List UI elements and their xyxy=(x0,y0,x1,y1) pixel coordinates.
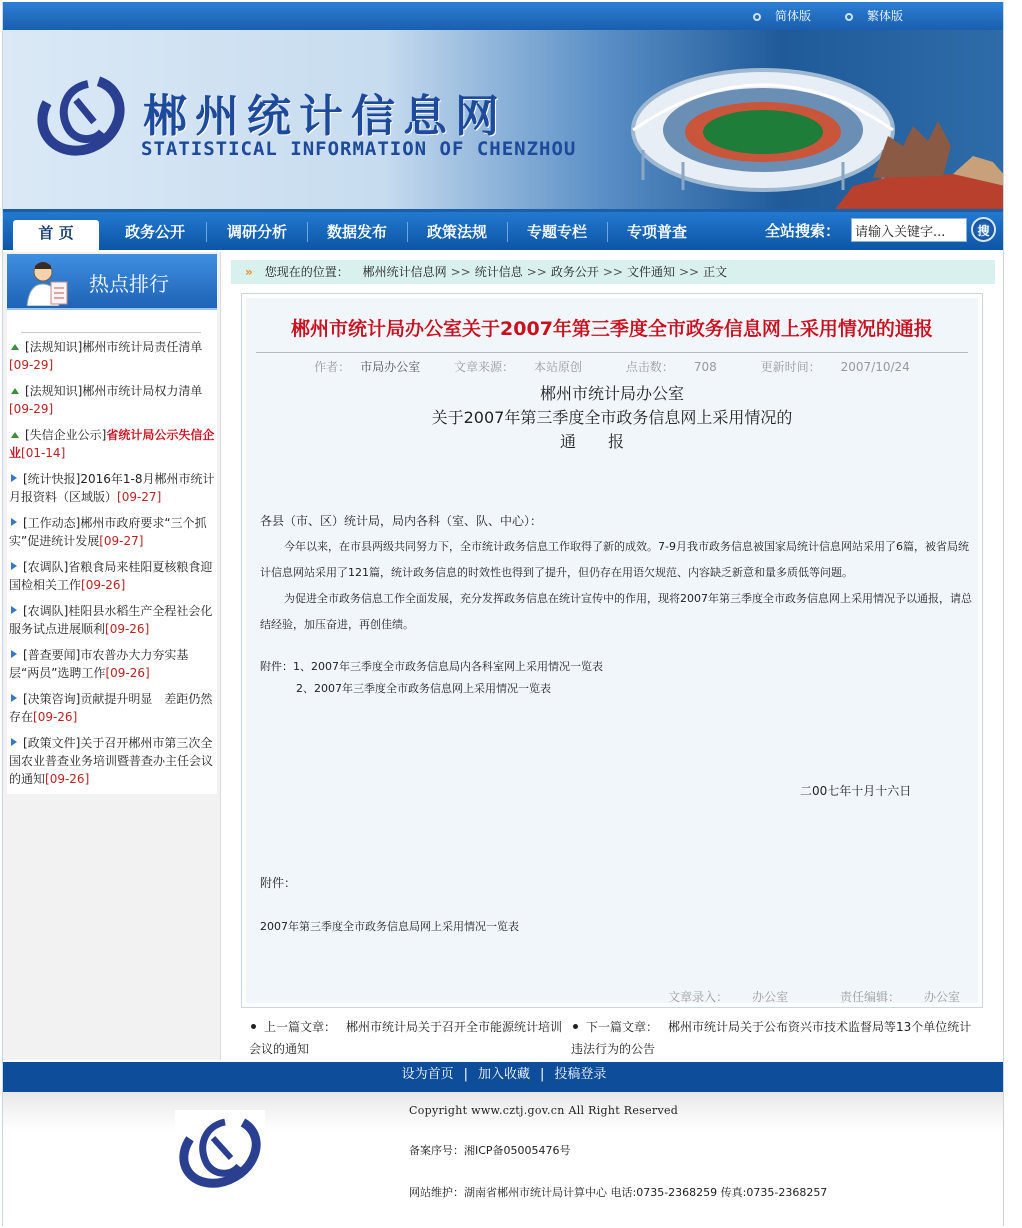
article-title: 郴州市统计局办公室关于2007年第三季度全市政务信息网上采用情况的通报 xyxy=(291,318,933,340)
nav-divider xyxy=(206,222,207,242)
site-title: 郴州统计信息网 xyxy=(143,91,507,142)
document-heading: 郴州市统计局办公室 关于2007年第三季度全市政务信息网上采用情况的 通 报 xyxy=(431,384,793,451)
breadcrumb-separator: >> xyxy=(602,265,623,279)
breadcrumb-separator: >> xyxy=(526,265,547,279)
hot-ranking-list xyxy=(9,338,215,796)
triangle-right-icon xyxy=(11,562,17,570)
set-homepage-link[interactable]: 设为首页 xyxy=(401,1067,454,1082)
maintenance-text: 网站维护：湖南省郴州市统计局计算中心 电话:0735-2368259 传真:0735-2368257 xyxy=(409,1186,828,1199)
list-item[interactable]: [法规知识]郴州市统计局权力清单 [09-29] xyxy=(9,384,203,416)
hot-ranking-header xyxy=(7,254,217,310)
updated-meta: 更新时间： 2007/10/24 xyxy=(760,360,910,374)
list-item[interactable]: [农调队]省粮食局来桂阳夏核粮食迎国检相关工作[09-26] xyxy=(9,560,213,592)
tab-special-census[interactable]: 专项普查 xyxy=(626,223,687,241)
prev-article-link[interactable]: 郴州市统计局关于召开全市能源统计培训会议的通知 xyxy=(249,1020,563,1056)
triangle-right-icon xyxy=(11,738,17,746)
triangle-right-icon xyxy=(11,518,17,526)
person-icon xyxy=(23,258,71,306)
author-meta: 作者： 市局办公室 xyxy=(314,360,421,374)
top-bar xyxy=(3,2,1003,30)
footer xyxy=(3,1092,1004,1222)
tab-research-analysis[interactable]: 调研分析 xyxy=(226,223,287,241)
site-subtitle: STATISTICAL INFORMATION OF CHENZHOU xyxy=(141,138,577,160)
breadcrumb-label: 您现在的位置： xyxy=(264,265,349,279)
paragraph: 为促进全市政务信息工作全面发展，充分发挥政务信息在统计宣传中的作用，现将2007年第三季度全市政务信息网上采用情况予以通报，请总结经验，加压奋进，再创佳绩。 xyxy=(260,592,972,631)
divider xyxy=(256,352,968,353)
triangle-right-icon xyxy=(11,694,17,702)
search-button[interactable]: 搜 xyxy=(971,217,996,242)
breadcrumb-notices[interactable]: 文件通知 xyxy=(626,265,675,279)
list-item[interactable]: [决策咨询]贡献提升明显 差距仍然存在[09-26] xyxy=(9,692,213,724)
article xyxy=(241,293,983,1008)
source-meta: 文章来源： 本站原创 xyxy=(454,360,583,374)
article-body xyxy=(246,298,978,1003)
tab-data-release[interactable]: 数据发布 xyxy=(326,223,387,241)
next-article-link[interactable]: 郴州市统计局关于公布资兴市技术监督局等13个单位统计违法行为的公告 xyxy=(571,1020,972,1056)
search-input[interactable] xyxy=(851,218,967,242)
tab-special-column[interactable]: 专题专栏 xyxy=(526,223,587,241)
copyright-text: Copyright www.cztj.gov.cn All Right Reserved xyxy=(409,1104,679,1117)
breadcrumb-current: 正文 xyxy=(703,265,728,279)
hot-ranking-box xyxy=(7,254,217,794)
traditional-link[interactable]: 繁体版 xyxy=(845,7,903,24)
attachment-title: 2007年第三季度全市政务信息局网上采用情况一览表 xyxy=(260,920,519,933)
nav-divider xyxy=(507,222,508,242)
main-nav xyxy=(3,212,1003,250)
breadcrumb-home[interactable]: 郴州统计信息网 xyxy=(362,265,447,279)
bullet-icon xyxy=(573,1024,578,1029)
breadcrumb-stats-info[interactable]: 统计信息 xyxy=(474,265,523,279)
attachment-line: 附件：1、2007年三季度全市政务信息局内各科室网上采用情况一览表 xyxy=(260,660,603,673)
tab-home[interactable]: 首 页 xyxy=(13,220,99,250)
footer-separator: | xyxy=(463,1067,468,1082)
triangle-up-icon xyxy=(11,344,19,350)
list-item[interactable]: [普查要闻]市农普办大力夯实基层“两员”选聘工作[09-26] xyxy=(9,648,189,680)
list-item[interactable]: [统计快报]2016年1-8月郴州市统计月报资料（区域版）[09-27] xyxy=(9,472,215,504)
attachment-line: 2、2007年三季度全市政务信息网上采用情况一览表 xyxy=(296,682,551,695)
site-logo-icon xyxy=(36,70,126,160)
hits-meta: 点击数： 708 xyxy=(625,360,717,374)
sidebar xyxy=(3,252,221,1060)
triangle-up-icon xyxy=(11,432,19,438)
list-item[interactable]: [工作动态]郴州市政府要求“三个抓实”促进统计发展[09-27] xyxy=(9,516,207,548)
divider xyxy=(21,332,201,333)
footer-logo-icon xyxy=(175,1110,265,1192)
hot-ranking-title: 热点排行 xyxy=(89,272,169,296)
breadcrumb-separator: >> xyxy=(679,265,700,279)
next-article: 下一篇文章： 郴州市统计局关于公布资兴市技术监督局等13个单位统计违法行为的公告 xyxy=(571,1020,972,1056)
attachment-label: 附件： xyxy=(260,876,297,890)
triangle-right-icon xyxy=(11,650,17,658)
salutation: 各县（市、区）统计局，局内各科（室、队、中心）： xyxy=(260,514,543,528)
submit-login-link[interactable]: 投稿登录 xyxy=(554,1067,607,1082)
list-item[interactable]: [政策文件]关于召开郴州市第三次全国农业普查业务培训暨普查办主任会议的通知[09-26] xyxy=(9,736,214,786)
editor-info xyxy=(620,988,960,1005)
banner xyxy=(3,30,1003,212)
tab-policy-regulations[interactable]: 政策法规 xyxy=(426,223,487,241)
triangle-up-icon xyxy=(11,388,19,394)
simplified-link[interactable]: 简体版 xyxy=(753,7,811,24)
paragraph: 今年以来，在市县两级共同努力下，全市统计政务信息工作取得了新的成效。7-9月我市政务信息被国家局统计信息网站采用了6篇，被省局统计信息网站采用了121篇，统计政务信息的时效性也得到了提升，但仍存在用语欠规范、内容缺乏新意和量多质低等问题。 xyxy=(260,540,969,579)
search-label: 全站搜索： xyxy=(765,222,841,240)
triangle-right-icon xyxy=(11,474,17,482)
footer-separator: | xyxy=(540,1067,545,1082)
breadcrumb-gov-affairs[interactable]: 政务公开 xyxy=(550,265,599,279)
nav-divider xyxy=(407,222,408,242)
sculpture-image xyxy=(833,116,1003,212)
circle-icon xyxy=(753,13,761,21)
footer-nav xyxy=(3,1062,1004,1092)
entry-info: 文章录入： 办公室 xyxy=(668,990,789,1004)
double-arrow-icon: » xyxy=(245,265,253,279)
editor-info-item: 责任编辑： 办公室 xyxy=(839,990,960,1004)
nav-divider xyxy=(307,222,308,242)
nav-divider xyxy=(607,222,608,242)
prev-article: 上一篇文章： 郴州市统计局关于召开全市能源统计培训会议的通知 xyxy=(249,1020,563,1056)
breadcrumb xyxy=(231,260,995,284)
list-item[interactable]: [法规知识]郴州市统计局责任清单 [09-29] xyxy=(9,340,203,372)
article-meta xyxy=(246,358,978,375)
list-item[interactable]: [失信企业公示]省统计局公示失信企业[01-14] xyxy=(9,428,215,460)
tab-government-affairs[interactable]: 政务公开 xyxy=(124,223,185,241)
article-text xyxy=(260,508,972,700)
circle-icon xyxy=(845,13,853,21)
list-item[interactable]: [农调队]桂阳县水稻生产全程社会化服务试点进展顺利[09-26] xyxy=(9,604,213,636)
add-favorite-link[interactable]: 加入收藏 xyxy=(477,1067,530,1082)
icp-text: 备案序号：湘ICP备05005476号 xyxy=(409,1144,571,1157)
page xyxy=(2,2,1004,1226)
document-date: 二00七年十月十六日 xyxy=(800,784,912,798)
breadcrumb-separator: >> xyxy=(450,265,471,279)
bullet-icon xyxy=(251,1024,256,1029)
triangle-right-icon xyxy=(11,606,17,614)
